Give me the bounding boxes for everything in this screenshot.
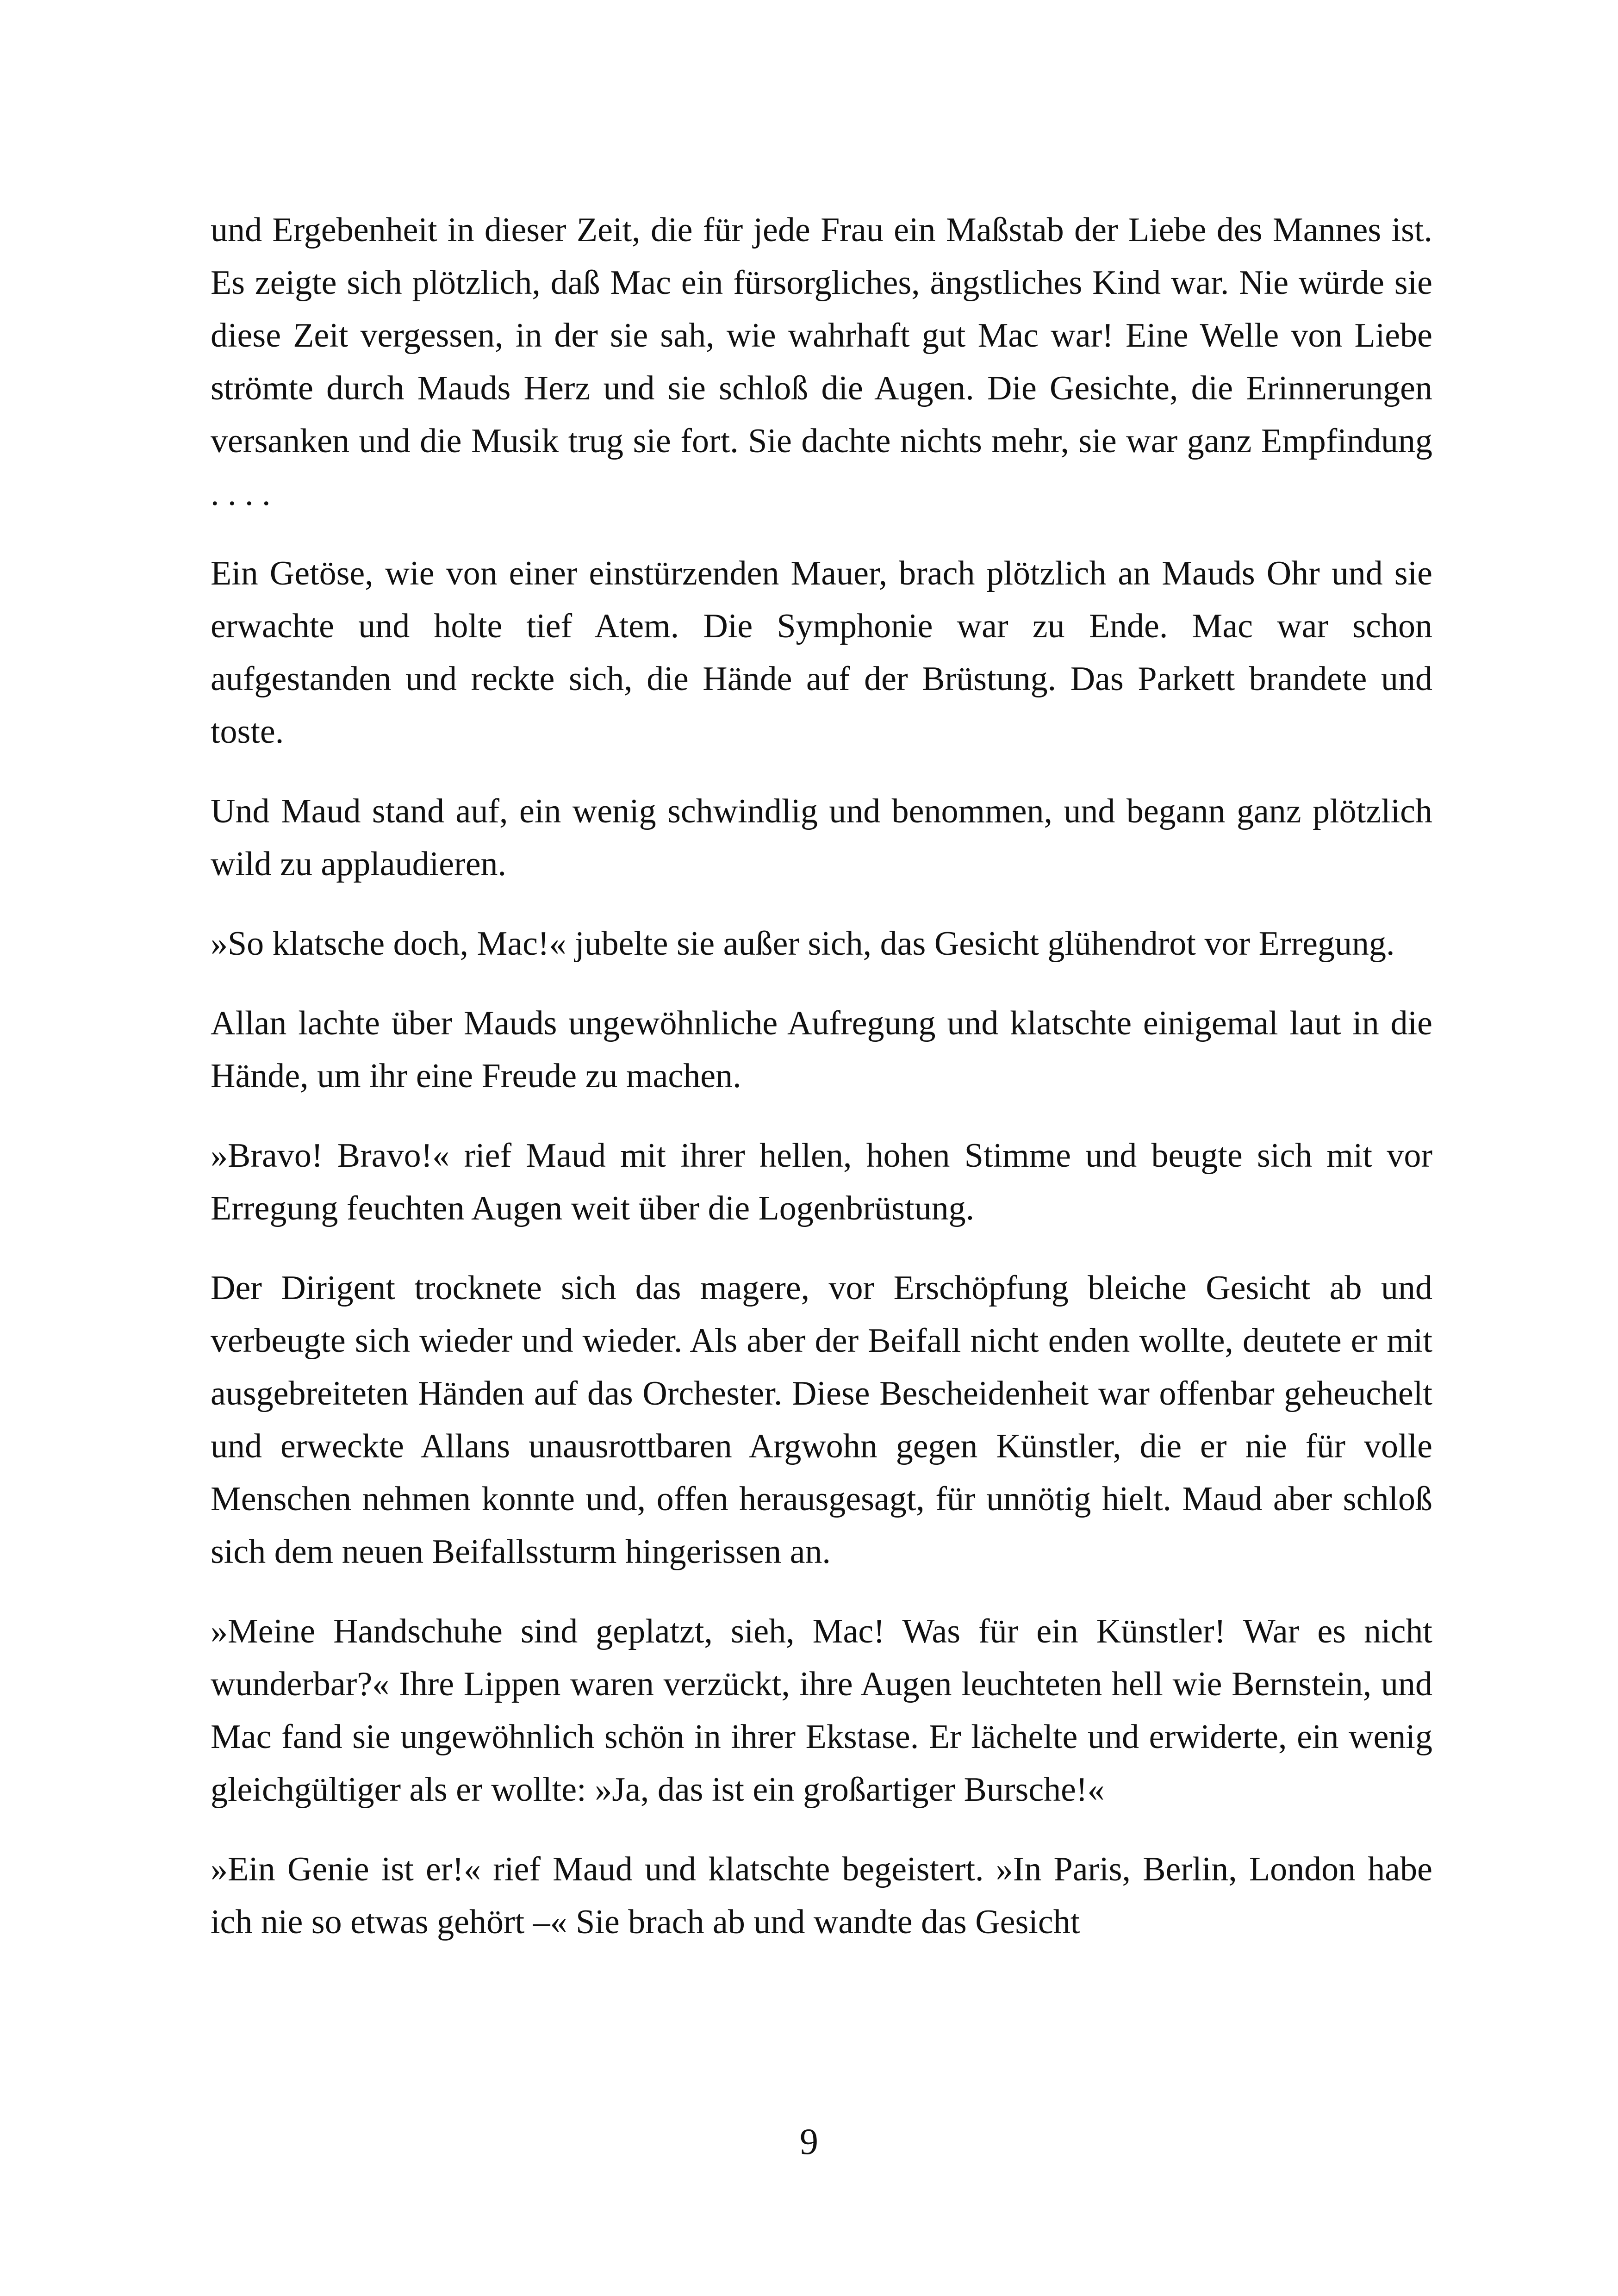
paragraph-5: Allan lachte über Mauds ungewöhnliche Aufregung und klatschte einigemal laut in die Hände, um ihr eine Freude zu machen. <box>211 1004 1432 1095</box>
paragraph-4: »So klatsche doch, Mac!« jubelte sie außer sich, das Gesicht glühendrot vor Erregung. <box>211 925 1395 963</box>
paragraph-6: »Bravo! Bravo!« rief Maud mit ihrer hellen, hohen Stimme und beugte sich mit vor Erregung feuchten Augen weit über die Logenbrüstung. <box>211 1137 1432 1227</box>
paragraph-7: Der Dirigent trocknete sich das magere, vor Erschöpfung bleiche Gesicht ab und verbeugte sich wieder und wieder. Als aber der Beifall nicht enden wollte, deutete er mit ausgebreiteten Händen auf das Orchester. Diese Bescheidenheit war offenbar geheuchelt und erweckte Allans unausrottbaren Argwohn gegen Künstler, die er nie für volle Menschen nehmen konnte und, offen herausgesagt, für unnötig hielt. Maud aber schloß sich dem neuen Beifallssturm hingerissen an. <box>211 1269 1432 1571</box>
paragraph-2: Ein Getöse, wie von einer einstürzenden Mauer, brach plötzlich an Mauds Ohr und sie erwachte und holte tief Atem. Die Symphonie war zu Ende. Mac war schon aufgestanden und reckte sich, die Hände auf der Brüstung. Das Parkett brandete und toste. <box>211 554 1432 751</box>
paragraph-9: »Ein Genie ist er!« rief Maud und klatschte begeistert. »In Paris, Berlin, London habe ich nie so etwas gehört –« Sie brach ab und wandte das Gesicht <box>211 1850 1432 1941</box>
page-number: 9 <box>800 2122 818 2162</box>
paragraph-8: »Meine Handschuhe sind geplatzt, sieh, Mac! Was für ein Künstler! War es nicht wunderbar?« Ihre Lippen waren verzückt, ihre Augen leuchteten hell wie Bernstein, und Mac fand sie ungewöhnlich schön in ihrer Ekstase. Er lächelte und erwiderte, ein wenig gleichgültiger als er wollte: »Ja, das ist ein großartiger Bursche!« <box>211 1612 1432 1809</box>
body-text <box>211 204 1432 1975</box>
paragraph-3: Und Maud stand auf, ein wenig schwindlig und benommen, und begann ganz plötzlich wild zu applaudieren. <box>211 792 1432 883</box>
paragraph-1: und Ergebenheit in dieser Zeit, die für jede Frau ein Maßstab der Liebe des Mannes ist. Es zeigte sich plötzlich, daß Mac ein fürsorgliches, ängstliches Kind war. Nie würde sie diese Zeit vergessen, in der sie sah, wie wahrhaft gut Mac war! Eine Welle von Liebe strömte durch Mauds Herz und sie schloß die Augen. Die Gesichte, die Erinnerungen versanken und die Musik trug sie fort. Sie dachte nichts mehr, sie war ganz Empfindung . . . . <box>211 211 1432 513</box>
